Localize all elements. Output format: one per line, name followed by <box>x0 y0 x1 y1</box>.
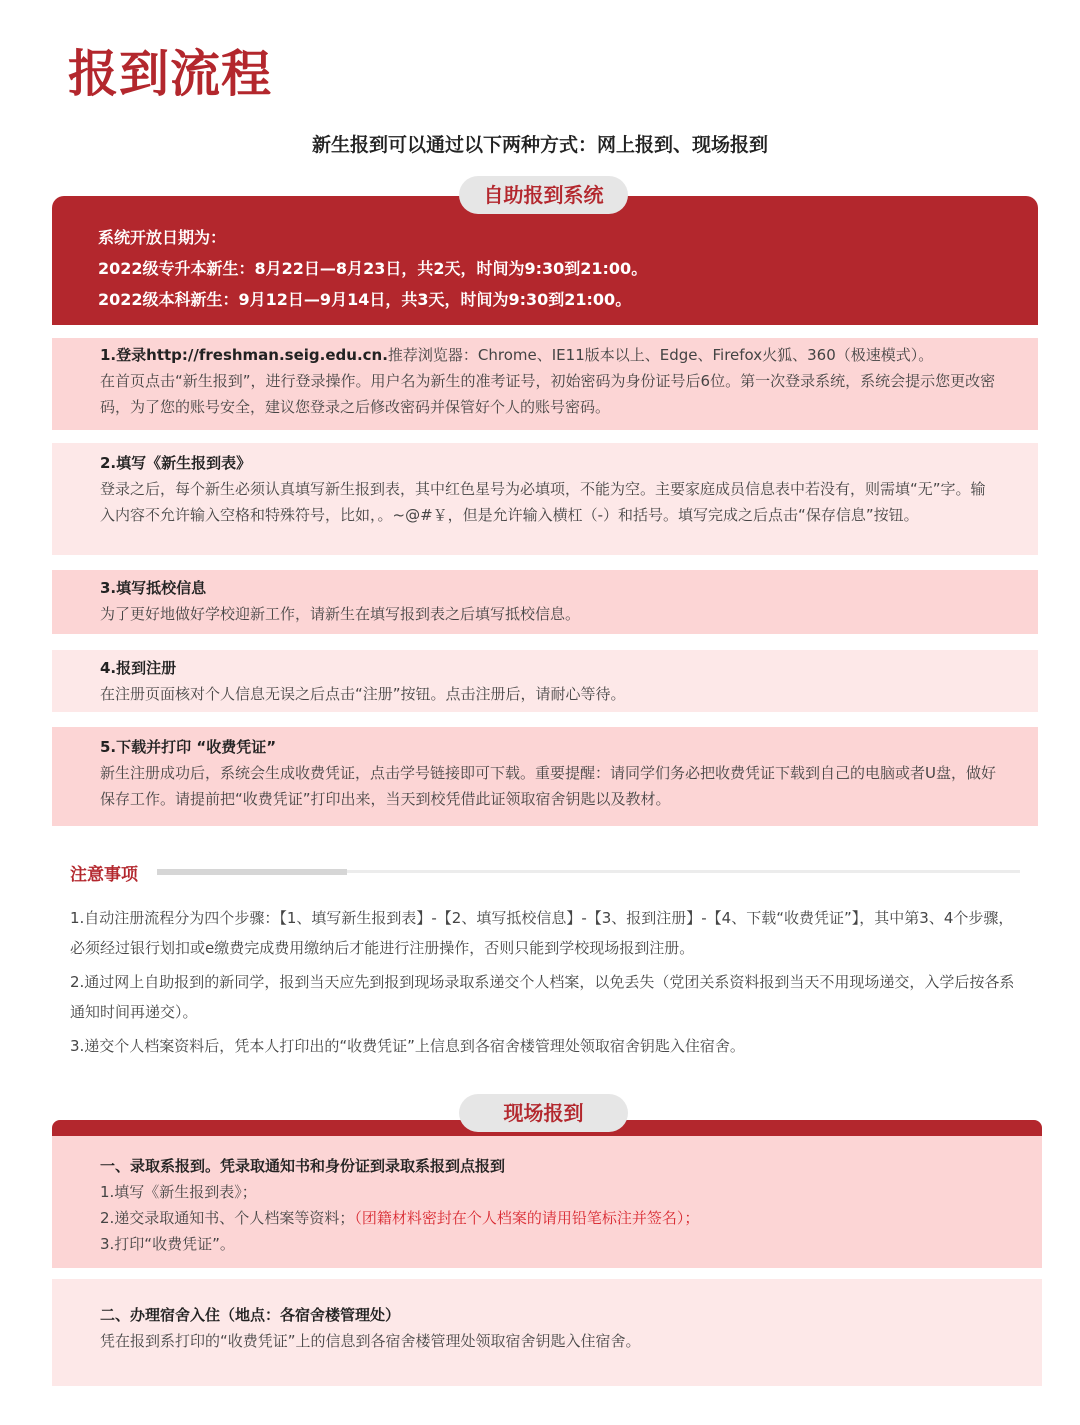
onsite-section-pill: 现场报到 <box>459 1094 628 1132</box>
notice-item: 2.通过网上自助报到的新同学，报到当天应先到报到现场录取系递交个人档案，以免丢失（党团关系资料报到当天不用现场递交，入学后按各系通知时间再递交）。 <box>70 973 1015 1021</box>
onsite-documents-note: （团籍材料密封在个人档案的请用铅笔标注并签名）； <box>354 1209 700 1227</box>
step-login-head <box>100 343 998 368</box>
page-subtitle: 新生报到可以通过以下两种方式：网上报到、现场报到 <box>311 134 768 156</box>
step-login-body: 在首页点击“新生报到”，进行登录操作。用户名为新生的准考证号，初始密码为身份证号后6位。第一次登录系统，系统会提示您更改密码，为了您的账号安全，建议您登录之后修改密码并保管好个人的账号密码。 <box>100 372 996 416</box>
step-download-receipt-body: 新生注册成功后，系统会生成收费凭证，点击学号链接即可下载。重要提醒：请同学们务必把收费凭证下载到自己的电脑或者U盘，做好保存工作。请提前把“收费凭证”打印出来，当天到校凭借此证领取宿舍钥匙以及教材。 <box>100 764 996 808</box>
step-login <box>52 338 1038 430</box>
schedule-undergrad-students: 2022级本科新生：9月12日—9月14日，共3天，时间为9:30到21:00。 <box>98 290 632 309</box>
online-section-pill: 自助报到系统 <box>459 176 628 214</box>
onsite-line-documents <box>100 1205 1002 1231</box>
online-schedule-banner <box>52 196 1038 325</box>
onsite-dorm-head: 二、办理宿舍入住（地点：各宿舍楼管理处） <box>100 1306 401 1324</box>
step-register-head: 4.报到注册 <box>100 659 177 677</box>
page-title: 报到流程 <box>68 45 272 103</box>
step-download-receipt <box>52 727 1038 826</box>
onsite-dorm-body: 凭在报到系打印的“收费凭证”上的信息到各宿舍楼管理处领取宿舍钥匙入住宿舍。 <box>100 1332 641 1350</box>
notice-heading: 注意事项 <box>70 865 138 885</box>
step-arrival-info <box>52 570 1038 634</box>
step-fill-form-head: 2.填写《新生报到表》 <box>100 454 252 472</box>
login-url: 1.登录http://freshman.seig.edu.cn. <box>100 346 388 364</box>
notice-divider <box>347 870 1020 873</box>
onsite-department-block <box>52 1136 1042 1268</box>
onsite-line-form: 1.填写《新生报到表》； <box>100 1183 257 1201</box>
step-arrival-info-body: 为了更好地做好学校迎新工作，请新生在填写报到表之后填写抵校信息。 <box>100 605 581 623</box>
notice-item: 1.自动注册流程分为四个步骤：【1、填写新生报到表】-【2、填写抵校信息】-【3、报到注册】-【4、下载“收费凭证”】，其中第3、4个步骤，必须经过银行划扣或e缴费完成费用缴纳后才能进行注册操作，否则只能到学校现场报到注册。 <box>70 909 1014 957</box>
browser-recommendation: 推荐浏览器：Chrome、IE11版本以上、Edge、Firefox火狐、360（极速模式）。 <box>387 346 934 364</box>
onsite-department-head: 一、录取系报到。凭录取通知书和身份证到录取系报到点报到 <box>100 1157 506 1175</box>
step-fill-form-body: 登录之后，每个新生必须认真填写新生报到表，其中红色星号为必填项，不能为空。主要家庭成员信息表中若没有，则需填“无”字。输入内容不允许输入空格和特殊符号，比如，。~@#￥，但是允许输入横杠（-）和括号。填写完成之后点击“保存信息”按钮。 <box>100 480 986 524</box>
notice-divider-accent <box>157 869 347 875</box>
onsite-documents-text: 2.递交录取通知书、个人档案等资料； <box>100 1209 355 1227</box>
onsite-dorm-block <box>52 1279 1042 1386</box>
step-register-body: 在注册页面核对个人信息无误之后点击“注册”按钮。点击注册后，请耐心等待。 <box>100 685 626 703</box>
step-arrival-info-head: 3.填写抵校信息 <box>100 579 207 597</box>
schedule-intro: 系统开放日期为： <box>98 228 227 247</box>
step-fill-form <box>52 443 1038 555</box>
notice-item: 3.递交个人档案资料后，凭本人打印出的“收费凭证”上信息到各宿舍楼管理处领取宿舍钥匙入住宿舍。 <box>70 1037 745 1055</box>
onsite-line-print: 3.打印“收费凭证”。 <box>100 1235 235 1253</box>
step-register <box>52 650 1038 712</box>
notice-list <box>70 903 1020 1065</box>
schedule-upgrade-students: 2022级专升本新生：8月22日—8月23日，共2天，时间为9:30到21:00。 <box>98 259 648 278</box>
step-download-receipt-head: 5.下载并打印 “收费凭证” <box>100 738 277 756</box>
